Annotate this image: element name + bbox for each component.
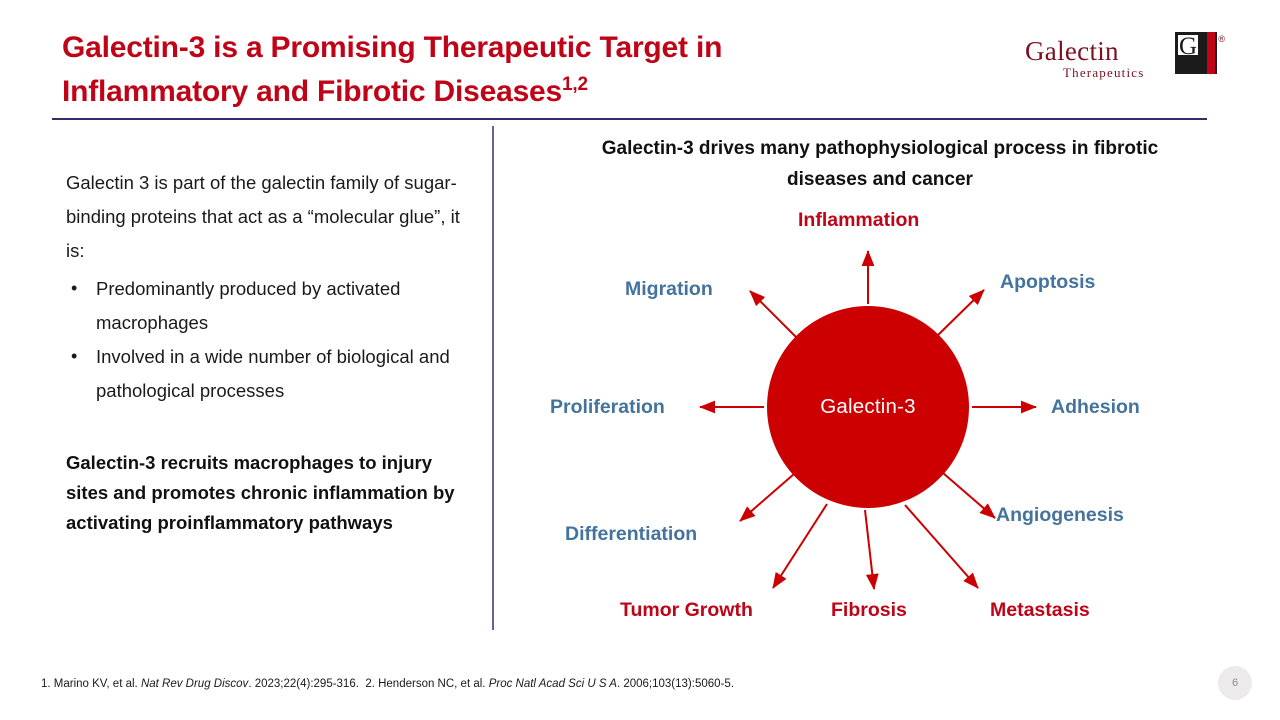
diagram-node-angiogenesis: Angiogenesis — [996, 504, 1124, 526]
reference-1-prefix: 1. Marino KV, et al. — [41, 678, 141, 690]
logo-wordmark: Galectin — [1025, 36, 1119, 66]
reference-1-journal: Nat Rev Drug Discov — [140, 678, 249, 690]
column-divider — [492, 126, 494, 630]
reference-1-suffix: . 2023;22(4):295-316. — [248, 678, 359, 690]
galectin-therapeutics-logo — [1025, 32, 1225, 84]
diagram-hub-label: Galectin-3 — [820, 395, 916, 418]
logo-mark-redbar — [1207, 32, 1215, 74]
reference-2-suffix: . 2006;103(13):5060-5. — [616, 678, 734, 690]
references — [41, 678, 734, 690]
title-line-1: Galectin-3 is a Promising Therapeutic Target in — [62, 31, 723, 64]
diagram-node-inflammation: Inflammation — [798, 209, 920, 231]
diagram-node-proliferation: Proliferation — [550, 396, 665, 418]
diagram-heading: Galectin-3 drives many pathophysiological process in fibrotic diseases and cancer — [601, 138, 1159, 190]
bullet-list — [66, 272, 466, 408]
list-item: • Involved in a wide number of biological and pathological processes — [66, 340, 466, 408]
reference-2-journal: Proc Natl Acad Sci U S A — [488, 678, 617, 690]
logo-mark-icon — [1175, 32, 1217, 74]
page-number-badge: 6 — [1218, 666, 1252, 700]
page-title — [62, 26, 882, 113]
diagram-node-fibrosis: Fibrosis — [831, 599, 907, 621]
registered-trademark-icon: ® — [1218, 34, 1225, 44]
list-item: • Predominantly produced by activated macrophages — [66, 272, 466, 340]
galectin-3-radial-diagram — [500, 196, 1240, 636]
logo-mark-letter: G — [1179, 33, 1198, 60]
intro-paragraph: Galectin 3 is part of the galectin family of sugar-binding proteins that act as a “molecular glue”, it is: — [66, 172, 460, 262]
left-content-column — [66, 166, 466, 538]
title-superscript: 1,2 — [562, 73, 588, 95]
diagram-node-adhesion: Adhesion — [1051, 396, 1140, 418]
diagram-node-migration: Migration — [625, 278, 713, 300]
diagram-node-tumor-growth: Tumor Growth — [620, 599, 753, 621]
header-divider — [52, 118, 1207, 120]
diagram-hub — [767, 306, 969, 508]
reference-2-prefix: 2. Henderson NC, et al. — [365, 678, 489, 690]
diagram-node-metastasis: Metastasis — [990, 599, 1090, 621]
emphasis-paragraph: Galectin-3 recruits macrophages to injury sites and promotes chronic inflammation by activating proinflammatory pathways — [66, 452, 455, 534]
diagram-node-apoptosis: Apoptosis — [1000, 271, 1096, 293]
logo-mark-notch — [1178, 33, 1198, 60]
logo-subtext: Therapeutics — [1063, 65, 1145, 80]
diagram-node-differentiation: Differentiation — [565, 523, 698, 545]
title-line-2: Inflammatory and Fibrotic Diseases — [62, 74, 563, 108]
